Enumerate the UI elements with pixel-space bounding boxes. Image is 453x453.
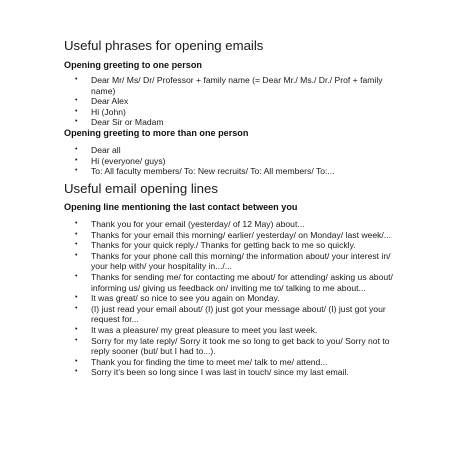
bullet-icon: • <box>75 272 78 280</box>
list-item: • Thanks for sending me/ for contacting me about/ for attending/ asking us about/ informing us/ giving us feedback on/ inviting me to/ talking to me about... <box>75 271 393 293</box>
list-last-contact <box>0 219 453 378</box>
list-item: • Thanks for your quick reply./ Thanks for getting back to me so quickly. <box>75 240 356 251</box>
bullet-icon: • <box>75 336 78 344</box>
bullet-icon: • <box>75 118 78 126</box>
bullet-icon: • <box>75 156 78 164</box>
bullet-icon: • <box>75 325 78 333</box>
list-item: • Sorry it’s been so long since I was last in touch/ since my last email. <box>75 367 349 378</box>
bullet-icon: • <box>75 97 78 105</box>
bullet-icon: • <box>75 230 78 238</box>
bullet-icon: • <box>75 304 78 312</box>
section-heading-last-contact: Opening line mentioning the last contact between you <box>64 202 298 212</box>
list-item: • Thank you for your email (yesterday/ of 12 May) about... <box>75 219 305 229</box>
list-item: • Hi (everyone/ guys) <box>75 155 166 166</box>
list-one-person <box>0 75 453 128</box>
bullet-icon: • <box>75 167 78 175</box>
list-item: • Thanks for your phone call this morning/ the information about/ your interest in/ your help with/ your hospitality in.../... <box>75 250 391 272</box>
section-title-opening-lines: Useful email opening lines <box>64 181 218 196</box>
list-item: • Dear Mr/ Ms/ Dr/ Professor + family name (= Dear Mr./ Ms./ Dr./ Prof + family name) <box>75 75 383 96</box>
list-item: • It was a pleasure/ my great pleasure to meet you last week. <box>75 324 318 335</box>
bullet-icon: • <box>75 368 78 376</box>
list-item: • Sorry for my late reply/ Sorry it took me so long to get back to you/ Sorry not to reply sooner (but/ but I had to...). <box>75 335 390 357</box>
section-heading-one-person: Opening greeting to one person <box>64 60 202 70</box>
bullet-icon: • <box>75 294 78 302</box>
bullet-icon: • <box>75 251 78 259</box>
bullet-icon: • <box>75 76 78 83</box>
list-many-people <box>0 145 453 177</box>
list-item: • Thank you for finding the time to meet me/ talk to me/ attend... <box>75 356 328 367</box>
list-item: • Dear Sir or Madam <box>75 117 164 128</box>
list-item: • Dear all <box>75 145 121 155</box>
list-item: • (I) just read your email about/ (I) just got your message about/ (I) just got your request for... <box>75 303 386 325</box>
bullet-icon: • <box>75 357 78 365</box>
bullet-icon: • <box>75 107 78 115</box>
document-title: Useful phrases for opening emails <box>64 38 264 53</box>
list-item: • Thanks for your email this morning/ earlier/ yesterday/ on Monday/ last week/... <box>75 229 391 240</box>
list-item: • Dear Alex <box>75 96 129 107</box>
list-item: • Hi (John) <box>75 106 126 117</box>
bullet-icon: • <box>75 220 78 227</box>
section-heading-many-people: Opening greeting to more than one person <box>64 128 249 138</box>
bullet-icon: • <box>75 241 78 249</box>
list-item: • It was great/ so nice to see you again on Monday. <box>75 293 280 304</box>
bullet-icon: • <box>75 146 78 153</box>
list-item: • To: All faculty members/ To: New recruits/ To: All members/ To:... <box>75 166 335 177</box>
